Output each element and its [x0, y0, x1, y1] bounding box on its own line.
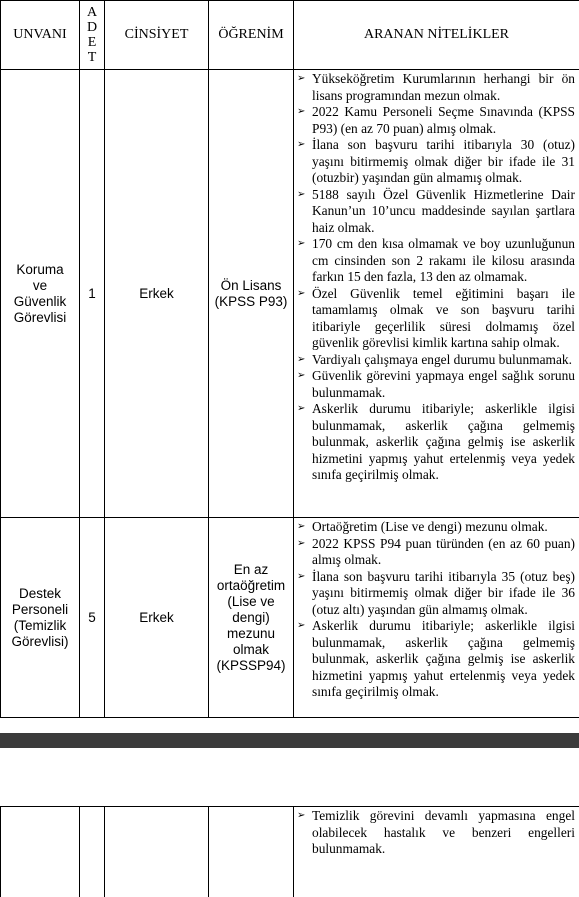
- job-requirements-table-continued: [0, 806, 579, 897]
- header-adet-letter: A: [86, 5, 98, 20]
- ogrenim-line: mezunu: [226, 625, 276, 641]
- requirements-list: [294, 807, 579, 860]
- arrow-right-icon: ➢: [297, 810, 306, 821]
- requirements-cell: [294, 70, 579, 518]
- ogrenim-line: (KPSSP94): [216, 657, 286, 673]
- unvan-line: Personeli: [11, 601, 69, 617]
- arrow-right-icon: ➢: [297, 238, 306, 249]
- unvan-line: (Temizlik: [13, 617, 67, 633]
- requirement-item: ➢ Ortaöğretim (Lise ve dengi) mezunu olmak.: [297, 519, 548, 534]
- header-adet-letter: D: [86, 20, 98, 35]
- arrow-right-icon: ➢: [297, 353, 306, 365]
- table-header-row: [1, 1, 579, 70]
- requirement-item: ➢ Yükseköğretim Kurumlarının herhangi bir ön lisans programından mezun olmak.: [297, 71, 575, 103]
- unvan-line: Görevlisi: [13, 309, 67, 325]
- unvan-cell: [1, 518, 80, 718]
- ogrenim-line: Ön Lisans: [220, 277, 282, 293]
- requirement-item: ➢ Temizlik görevini devamlı yapmasına engel olabilecek hastalık ve benzeri engelleri bulunmamak.: [297, 808, 575, 856]
- unvan-cell: [1, 70, 80, 518]
- adet-cell: 1: [80, 70, 105, 518]
- arrow-right-icon: ➢: [297, 570, 306, 582]
- requirements-list: [294, 518, 579, 703]
- header-aranan-nitelikler: ARANAN NİTELİKLER: [294, 1, 579, 70]
- arrow-right-icon: ➢: [297, 403, 306, 414]
- arrow-right-icon: ➢: [297, 73, 306, 84]
- requirements-cell: [294, 807, 579, 897]
- requirement-item: ➢ Güvenlik görevini yapmaya engel sağlık sorunu bulunmamak.: [297, 368, 575, 400]
- ogrenim-cell: [209, 518, 294, 718]
- ogrenim-line: En az: [233, 561, 269, 577]
- ogrenim-cell: [209, 807, 294, 897]
- requirements-cell: [294, 518, 579, 718]
- requirement-item: ➢ Askerlik durumu itibariyle; askerlikle ilgisi bulunmamak, askerlik çağına gelmemiş bulunmak, askerlik çağına gelmiş ise askerlik hizmetini yapmış yahut ertelenmiş veya yedek sınıfa geçirilmiş olmak.: [297, 618, 575, 699]
- ogrenim-line: (Lise ve: [227, 593, 275, 609]
- arrow-right-icon: ➢: [297, 521, 306, 532]
- requirements-list: [294, 70, 579, 486]
- ogrenim-line: dengi): [232, 609, 270, 625]
- arrow-right-icon: ➢: [297, 139, 306, 150]
- ogrenim-cell: [209, 70, 294, 518]
- unvan-line: Görevlisi): [11, 633, 69, 649]
- header-adet-letter: T: [87, 50, 97, 65]
- arrow-right-icon: ➢: [297, 287, 306, 299]
- unvan-line: Güvenlik: [13, 293, 67, 309]
- requirement-item: ➢ Askerlik durumu itibariyle; askerlikle ilgisi bulunmamak, askerlik çağına gelmemiş bulunmak, askerlik çağına gelmiş ise askerlik hizmetini yapmış yahut ertelenmiş veya yedek sınıfa geçirilmiş olmak.: [297, 401, 575, 482]
- table-row: [1, 807, 579, 897]
- table-row: [1, 70, 579, 518]
- cinsiyet-cell: Erkek: [105, 518, 209, 718]
- requirement-item: ➢ 5188 sayılı Özel Güvenlik Hizmetlerine Dair Kanun’un 10’uncu maddesinde sayılan şartlara haiz olmak.: [297, 186, 575, 235]
- arrow-right-icon: ➢: [297, 106, 306, 117]
- requirement-item: ➢ Özel Güvenlik temel eğitimini başarı ile tamamlamış olmak ve son başvuru tarihi itibariyle geçerlilik süresi dolmamış özel güvenlik görevlisi kimlik kartına sahip olmak.: [297, 285, 575, 350]
- header-ogrenim: ÖĞRENİM: [209, 1, 294, 70]
- arrow-right-icon: ➢: [297, 620, 306, 631]
- cinsiyet-cell: [105, 807, 209, 897]
- header-unvani: UNVANI: [1, 1, 80, 70]
- header-adet-letter: E: [87, 35, 97, 50]
- requirement-item: ➢ Vardiyalı çalışmaya engel durumu bulunmamak.: [297, 351, 572, 367]
- unvan-line: Koruma: [16, 261, 64, 277]
- cinsiyet-cell: Erkek: [105, 70, 209, 518]
- header-cinsiyet: CİNSİYET: [105, 1, 209, 70]
- arrow-right-icon: ➢: [297, 188, 306, 200]
- ogrenim-line: (KPSS P93): [214, 293, 288, 309]
- adet-cell: 5: [80, 518, 105, 718]
- ogrenim-line: ortaöğretim: [216, 577, 286, 593]
- table-row: [1, 518, 579, 718]
- requirement-item: ➢ İlana son başvuru tarihi itibarıyla 30 (otuz) yaşını bitirmemiş olmak diğer bir ifade ile 31 (otuzbir) yaşından gün almamış olmak.: [297, 137, 575, 185]
- page-break-divider: [0, 733, 579, 748]
- arrow-right-icon: ➢: [297, 370, 306, 381]
- ogrenim-line: olmak: [232, 641, 269, 657]
- unvan-line: Destek: [18, 585, 62, 601]
- requirement-item: ➢ 170 cm den kısa olmamak ve boy uzunluğunun cm cinsinden son 2 rakamı ile kilosu arasında farkın 15 den fazla, 13 den az olmamak.: [297, 236, 575, 284]
- adet-cell: [80, 807, 105, 897]
- arrow-right-icon: ➢: [297, 537, 306, 549]
- requirement-item: ➢ 2022 Kamu Personeli Seçme Sınavında (KPSS P93) (en az 70 puan) almış olmak.: [297, 104, 575, 136]
- requirement-item: ➢ İlana son başvuru tarihi itibarıyla 35 (otuz beş) yaşını bitirmemiş olmak diğer bir ifade ile 36 (otuz altı) yaşından gün almamış olmak.: [297, 568, 575, 617]
- requirement-item: ➢ 2022 KPSS P94 puan türünden (en az 60 puan) almış olmak.: [297, 535, 575, 567]
- unvan-cell: [1, 807, 80, 897]
- header-adet: [80, 1, 105, 70]
- unvan-line: ve: [32, 277, 48, 293]
